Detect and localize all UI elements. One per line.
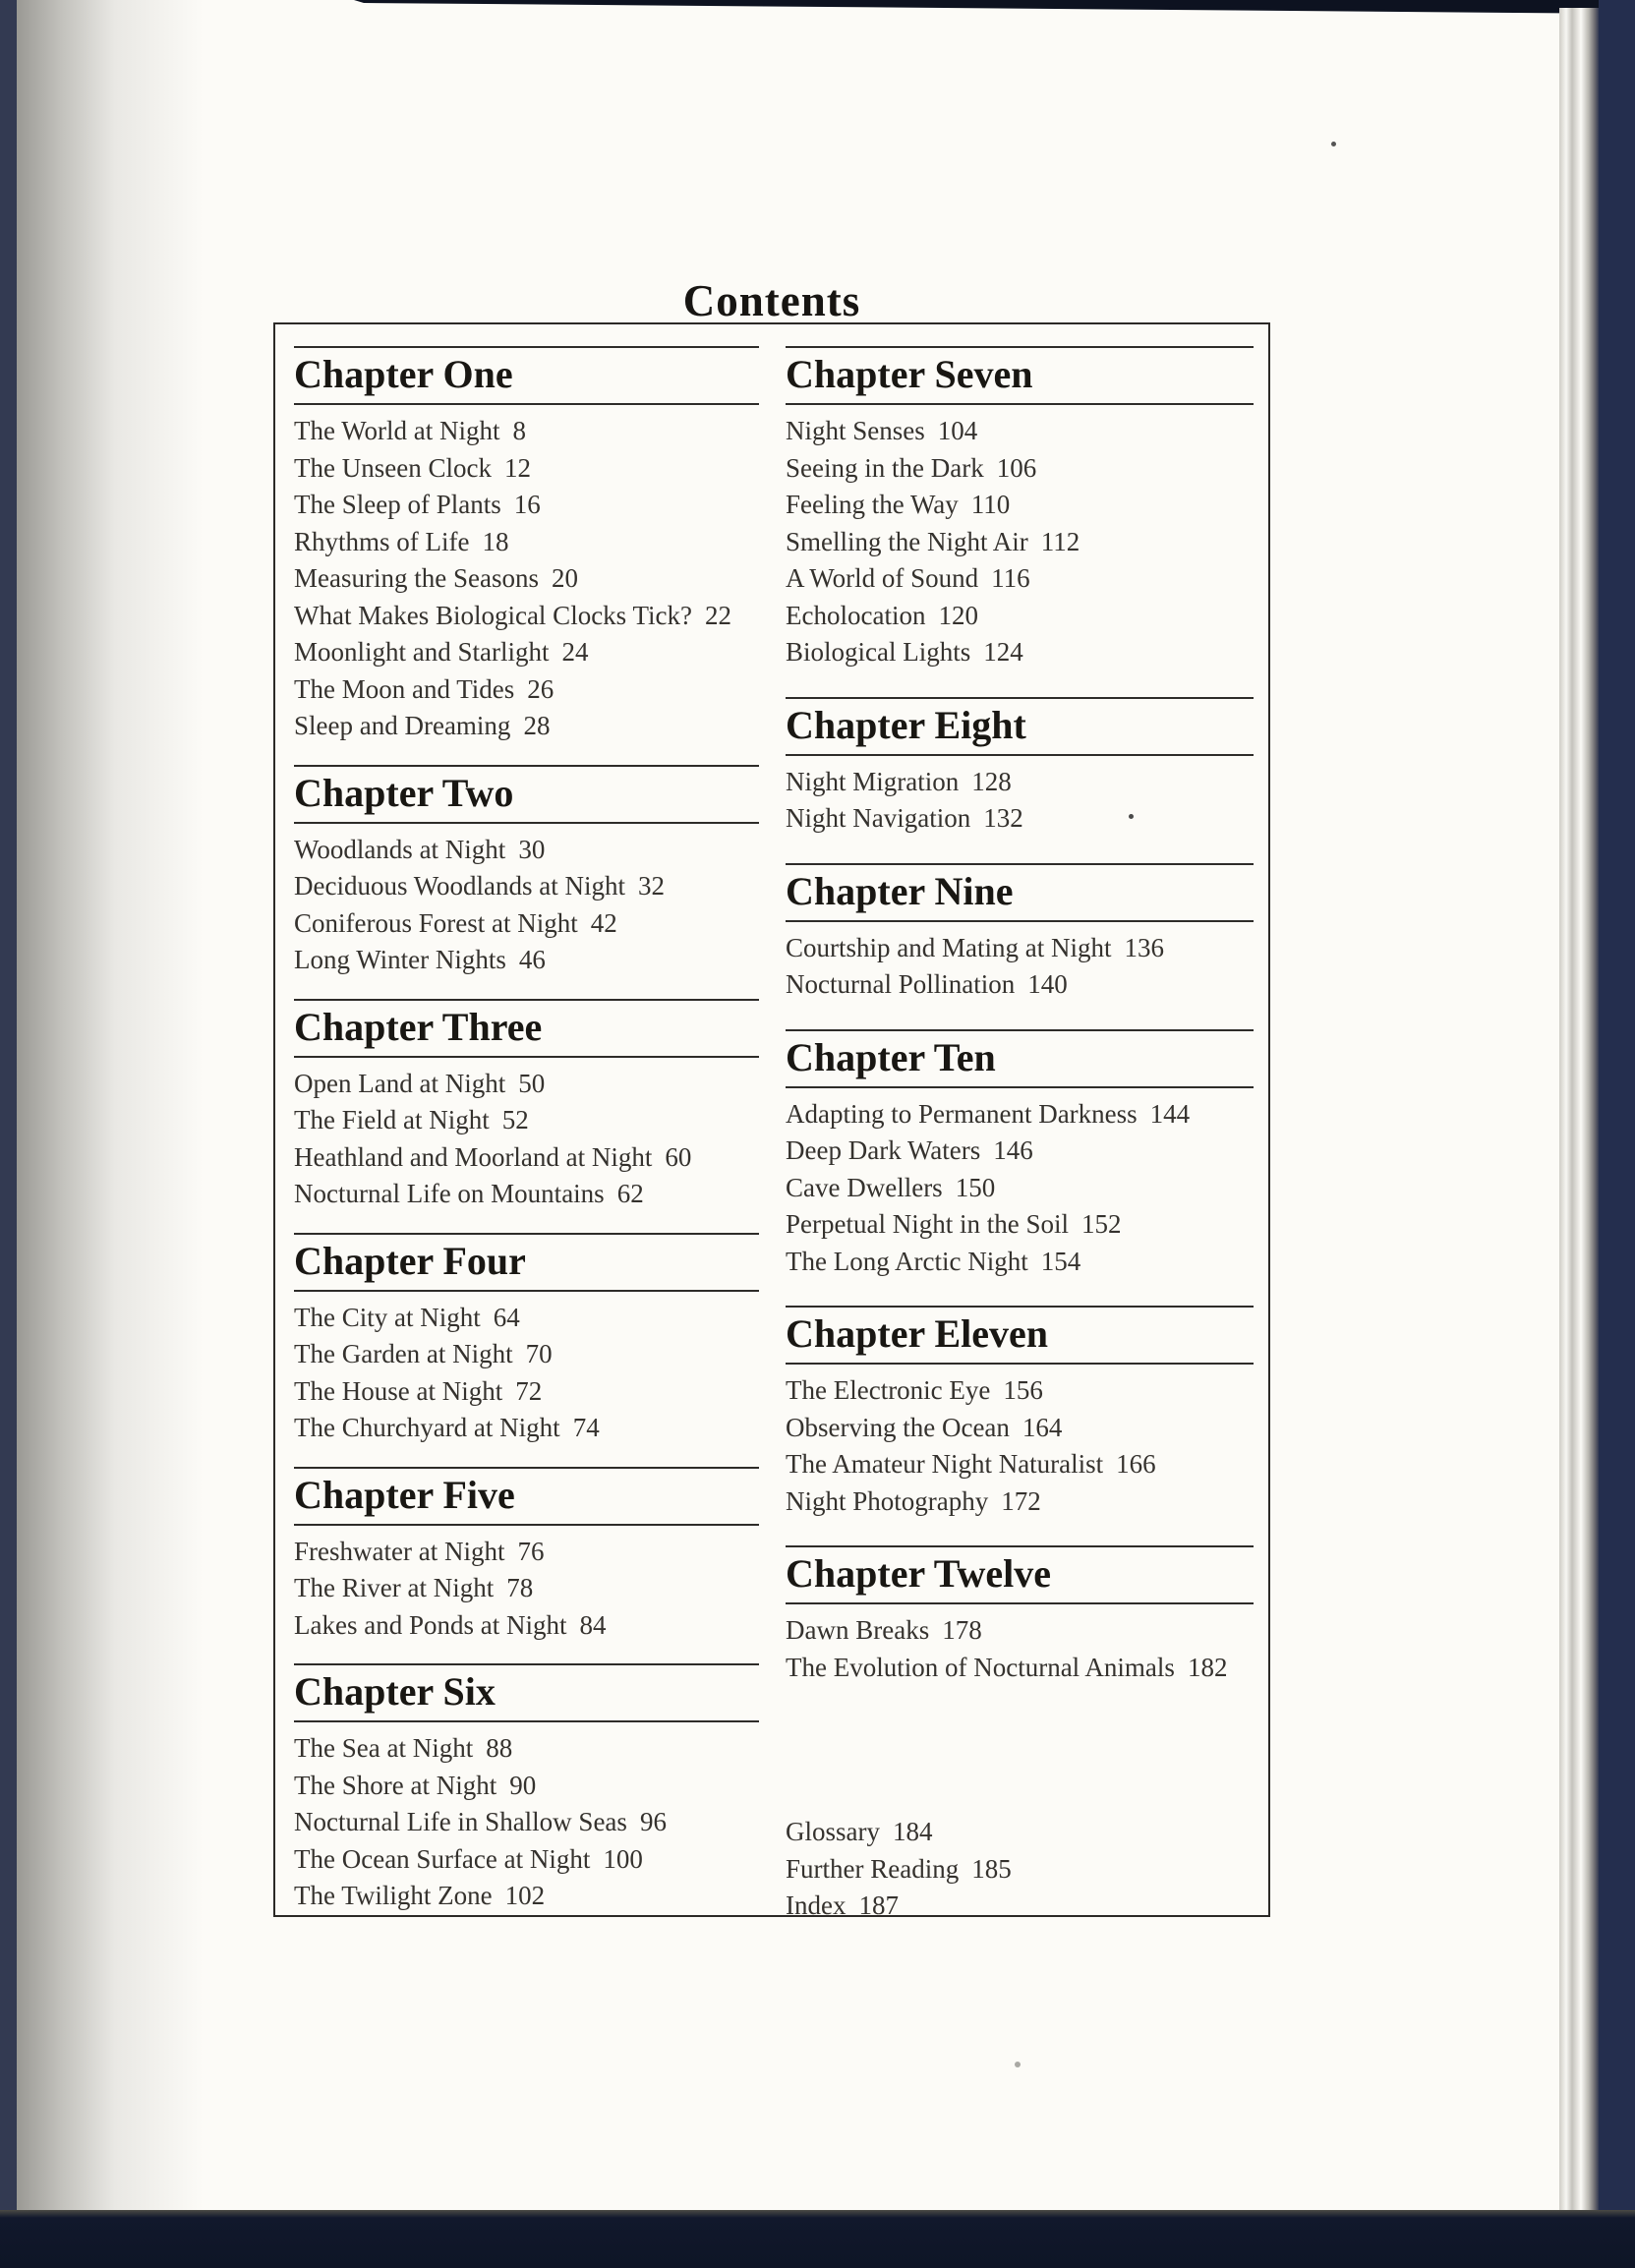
chapter-heading-rule bbox=[786, 1029, 1254, 1088]
toc-entry-title: Freshwater at Night bbox=[294, 1536, 505, 1566]
toc-entry-title: Measuring the Seasons bbox=[294, 563, 539, 593]
toc-entry bbox=[294, 1300, 759, 1337]
chapter-heading: Chapter Four bbox=[294, 1238, 526, 1283]
chapter-heading-rule bbox=[294, 1467, 759, 1526]
toc-entry bbox=[294, 413, 759, 450]
toc-entry-title: A World of Sound bbox=[786, 563, 979, 593]
toc-entry-title: The Twilight Zone bbox=[294, 1881, 493, 1910]
chapter-entries bbox=[294, 1534, 759, 1645]
chapter-heading: Chapter Two bbox=[294, 770, 514, 815]
toc-entry-title: The Sleep of Plants bbox=[294, 490, 501, 519]
chapter-heading-rule bbox=[294, 1663, 759, 1722]
toc-entry-title: Night Photography bbox=[786, 1485, 989, 1516]
toc-entry bbox=[786, 1814, 1254, 1851]
chapter-heading: Chapter Nine bbox=[786, 868, 1014, 913]
toc-entry-page: 90 bbox=[509, 1770, 537, 1800]
toc-entry bbox=[294, 708, 759, 745]
toc-entry-page: 152 bbox=[1080, 1209, 1122, 1239]
toc-section bbox=[294, 1233, 759, 1447]
toc-section bbox=[294, 999, 759, 1213]
toc-entry-page: 172 bbox=[1001, 1485, 1041, 1516]
toc-entry-page: 156 bbox=[1003, 1375, 1043, 1405]
toc-entry-page: 42 bbox=[590, 907, 617, 938]
chapter-heading-rule bbox=[786, 697, 1254, 756]
toc-entry-page: 72 bbox=[515, 1375, 543, 1406]
toc-entry bbox=[786, 1410, 1254, 1447]
chapter-entries bbox=[786, 1096, 1254, 1281]
chapter-heading: Chapter Three bbox=[294, 1004, 543, 1049]
toc-entry-page: 100 bbox=[603, 1843, 643, 1874]
toc-entry bbox=[786, 1483, 1254, 1521]
book-binding-left bbox=[0, 0, 17, 2268]
toc-entry-title: Deciduous Woodlands at Night bbox=[294, 871, 626, 901]
toc-entry-page: 154 bbox=[1040, 1246, 1081, 1276]
scan-speck bbox=[1331, 142, 1336, 146]
toc-entry-page: 12 bbox=[503, 452, 531, 483]
toc-entry-page: 116 bbox=[991, 563, 1030, 593]
toc-entry bbox=[786, 634, 1254, 671]
toc-entry bbox=[786, 1446, 1254, 1483]
toc-entry bbox=[786, 1650, 1254, 1687]
toc-entry-title: Echolocation bbox=[786, 600, 926, 630]
toc-entry bbox=[294, 1804, 759, 1841]
toc-section bbox=[294, 1467, 759, 1645]
toc-entry bbox=[786, 764, 1254, 801]
scan-speck bbox=[1015, 2062, 1021, 2067]
toc-entry-title: The Evolution of Nocturnal Animals bbox=[786, 1652, 1175, 1682]
chapter-entries bbox=[786, 1612, 1254, 1686]
chapter-entries bbox=[786, 1372, 1254, 1520]
toc-entry bbox=[294, 1139, 759, 1177]
toc-section bbox=[786, 1029, 1254, 1281]
toc-entry-title: The Sea at Night bbox=[294, 1733, 474, 1763]
toc-entry-page: 140 bbox=[1027, 969, 1068, 999]
toc-section bbox=[786, 1545, 1254, 1686]
chapter-heading-rule bbox=[786, 863, 1254, 922]
toc-entry-page: 178 bbox=[942, 1615, 982, 1645]
toc-entry bbox=[294, 671, 759, 709]
toc-entry bbox=[786, 1372, 1254, 1410]
toc-entry bbox=[294, 450, 759, 488]
toc-entry bbox=[786, 1096, 1254, 1134]
toc-entry-page: 32 bbox=[638, 871, 666, 901]
toc-entry-page: 106 bbox=[996, 452, 1037, 483]
toc-entry-page: 20 bbox=[551, 563, 578, 593]
toc-entry bbox=[294, 942, 759, 979]
toc-section bbox=[786, 697, 1254, 838]
toc-entry-page: 182 bbox=[1187, 1652, 1228, 1682]
toc-entry-page: 128 bbox=[971, 766, 1012, 796]
toc-entry-title: Biological Lights bbox=[786, 637, 971, 667]
toc-entry-page: 185 bbox=[971, 1853, 1012, 1884]
toc-section bbox=[786, 1306, 1254, 1520]
toc-entry-title: The River at Night bbox=[294, 1573, 495, 1602]
toc-entry-title: Long Winter Nights bbox=[294, 945, 506, 974]
toc-entry-page: 146 bbox=[993, 1135, 1033, 1165]
toc-entry-title: Perpetual Night in the Soil bbox=[786, 1209, 1069, 1239]
toc-entry-page: 110 bbox=[970, 490, 1011, 519]
chapter-heading-rule bbox=[294, 1233, 759, 1292]
toc-entry-title: Feeling the Way bbox=[786, 490, 959, 519]
toc-entry-title: Nocturnal Life on Mountains bbox=[294, 1179, 605, 1208]
toc-entry-page: 112 bbox=[1040, 526, 1080, 556]
toc-entry-title: The Amateur Night Naturalist bbox=[786, 1449, 1104, 1479]
chapter-entries bbox=[294, 413, 759, 745]
toc-entry-title: The Churchyard at Night bbox=[294, 1413, 560, 1442]
toc-entry-page: 104 bbox=[937, 416, 978, 445]
toc-entry-title: Night Migration bbox=[786, 766, 960, 796]
toc-entry-title: Rhythms of Life bbox=[294, 526, 470, 556]
toc-entry-title: The Field at Night bbox=[294, 1105, 490, 1134]
toc-entry-title: Courtship and Mating at Night bbox=[786, 932, 1112, 962]
toc-entry-page: 124 bbox=[983, 637, 1023, 667]
toc-entry-title: What Makes Biological Clocks Tick? bbox=[294, 600, 692, 630]
toc-entry bbox=[786, 524, 1254, 561]
chapter-heading-rule bbox=[294, 765, 759, 824]
toc-entry bbox=[786, 1888, 1254, 1925]
toc-entry bbox=[786, 1133, 1254, 1170]
toc-entry-title: Cave Dwellers bbox=[786, 1172, 943, 1202]
chapter-heading-rule bbox=[294, 999, 759, 1058]
chapter-heading: Chapter Six bbox=[294, 1669, 496, 1714]
toc-entry-title: Dawn Breaks bbox=[786, 1615, 930, 1645]
toc-entry-page: 18 bbox=[482, 526, 509, 556]
toc-entry-title: Heathland and Moorland at Night bbox=[294, 1141, 653, 1172]
toc-entry-page: 22 bbox=[704, 600, 731, 630]
toc-entry bbox=[786, 1206, 1254, 1244]
toc-entry-title: Nocturnal Pollination bbox=[786, 969, 1016, 999]
toc-entry bbox=[786, 1851, 1254, 1889]
book-cover-bottom-edge bbox=[0, 2210, 1635, 2268]
toc-entry-page: 24 bbox=[561, 637, 589, 667]
toc-entry-page: 144 bbox=[1149, 1098, 1191, 1129]
toc-entry bbox=[294, 1878, 759, 1915]
toc-entry-page: 78 bbox=[506, 1573, 534, 1602]
toc-entry-page: 52 bbox=[501, 1105, 529, 1134]
chapter-heading-rule bbox=[786, 346, 1254, 405]
page-title: Contents bbox=[682, 276, 861, 326]
toc-entry bbox=[294, 1373, 759, 1411]
toc-entry-title: The World at Night bbox=[294, 416, 500, 445]
chapter-entries bbox=[294, 1730, 759, 1915]
toc-entry bbox=[294, 1534, 759, 1571]
back-matter bbox=[786, 1814, 1254, 1925]
toc-entry bbox=[294, 1607, 759, 1645]
toc-entry-page: 64 bbox=[493, 1302, 520, 1332]
toc-entry-title: Night Senses bbox=[786, 416, 925, 445]
chapter-entries bbox=[294, 1066, 759, 1213]
toc-entry-page: 84 bbox=[579, 1609, 607, 1640]
chapter-entries bbox=[786, 413, 1254, 671]
toc-entry bbox=[294, 1102, 759, 1139]
toc-entry bbox=[294, 905, 759, 943]
toc-entry-page: 88 bbox=[486, 1733, 513, 1763]
toc-entry bbox=[294, 1176, 759, 1213]
toc-entry bbox=[294, 1410, 759, 1447]
toc-entry-title: Further Reading bbox=[786, 1853, 960, 1884]
toc-entry-title: The Long Arctic Night bbox=[786, 1246, 1028, 1276]
toc-entry-page: 136 bbox=[1124, 932, 1164, 962]
toc-entry-title: Open Land at Night bbox=[294, 1068, 506, 1098]
toc-entry-title: Observing the Ocean bbox=[786, 1412, 1010, 1442]
toc-entry bbox=[786, 450, 1254, 488]
toc-entry-page: 164 bbox=[1022, 1412, 1063, 1442]
toc-entry-page: 16 bbox=[513, 490, 541, 519]
toc-section bbox=[294, 765, 759, 979]
toc-entry-title: The City at Night bbox=[294, 1302, 481, 1332]
toc-entry-page: 60 bbox=[665, 1141, 692, 1172]
chapter-heading: Chapter Five bbox=[294, 1472, 515, 1517]
chapter-entries bbox=[294, 1300, 759, 1447]
toc-entry-page: 74 bbox=[572, 1413, 600, 1442]
toc-entry bbox=[786, 800, 1254, 838]
chapter-entries bbox=[786, 930, 1254, 1004]
toc-column-right bbox=[786, 346, 1254, 1925]
chapter-heading: Chapter Ten bbox=[786, 1034, 996, 1079]
toc-entry bbox=[786, 930, 1254, 967]
toc-entry bbox=[294, 1336, 759, 1373]
toc-entry bbox=[786, 487, 1254, 524]
toc-entry-title: The Moon and Tides bbox=[294, 673, 515, 704]
page-gutter-shading bbox=[17, 0, 213, 2268]
toc-entry-page: 46 bbox=[518, 945, 546, 974]
toc-entry-title: The Shore at Night bbox=[294, 1770, 497, 1800]
page-edge-stack bbox=[1559, 8, 1599, 2268]
toc-entry-page: 166 bbox=[1116, 1449, 1156, 1479]
toc-entry-page: 8 bbox=[512, 416, 527, 445]
toc-entry-title: Woodlands at Night bbox=[294, 834, 506, 864]
toc-entry-title: Glossary bbox=[786, 1817, 880, 1846]
toc-section bbox=[786, 346, 1254, 671]
chapter-heading: Chapter Twelve bbox=[786, 1551, 1051, 1596]
toc-entry-title: Seeing in the Dark bbox=[786, 452, 984, 483]
toc-entry bbox=[294, 868, 759, 905]
toc-entry bbox=[294, 1066, 759, 1103]
toc-entry-page: 132 bbox=[983, 803, 1023, 833]
toc-entry bbox=[786, 1244, 1254, 1281]
toc-entry bbox=[294, 524, 759, 561]
toc-entry bbox=[294, 487, 759, 524]
toc-entry-title: Coniferous Forest at Night bbox=[294, 907, 578, 938]
toc-entry bbox=[294, 560, 759, 598]
toc-entry-title: Night Navigation bbox=[786, 803, 971, 833]
toc-entry-title: The Ocean Surface at Night bbox=[294, 1843, 591, 1874]
chapter-heading: Chapter Eight bbox=[786, 702, 1026, 747]
toc-entry bbox=[294, 832, 759, 869]
book-cover-right bbox=[1599, 0, 1635, 2268]
toc-column-left bbox=[294, 346, 759, 1935]
toc-entry bbox=[786, 1612, 1254, 1650]
toc-entry-title: Moonlight and Starlight bbox=[294, 637, 550, 667]
toc-entry-title: Index bbox=[786, 1890, 847, 1920]
toc-entry-page: 96 bbox=[639, 1807, 667, 1836]
toc-entry-title: The House at Night bbox=[294, 1375, 503, 1406]
toc-entry-page: 76 bbox=[517, 1536, 545, 1566]
toc-entry bbox=[786, 560, 1254, 598]
toc-entry bbox=[786, 413, 1254, 450]
toc-entry-title: Lakes and Ponds at Night bbox=[294, 1609, 567, 1640]
book-cover-top-edge bbox=[0, 0, 1635, 14]
toc-entry-page: 150 bbox=[955, 1172, 996, 1202]
toc-entry-title: Adapting to Permanent Darkness bbox=[786, 1098, 1138, 1129]
chapter-heading-rule bbox=[294, 346, 759, 405]
toc-section bbox=[294, 346, 759, 745]
toc-entry-page: 62 bbox=[616, 1179, 644, 1208]
toc-entry bbox=[294, 634, 759, 671]
chapter-heading: Chapter Seven bbox=[786, 352, 1033, 396]
contents-box bbox=[273, 322, 1270, 1920]
toc-entry bbox=[294, 1768, 759, 1805]
toc-entry-page: 50 bbox=[518, 1068, 546, 1098]
toc-entry-page: 120 bbox=[938, 600, 978, 630]
toc-entry-page: 26 bbox=[527, 673, 555, 704]
toc-entry-title: Smelling the Night Air bbox=[786, 526, 1028, 556]
toc-entry-title: Sleep and Dreaming bbox=[294, 711, 511, 740]
toc-entry-page: 102 bbox=[504, 1881, 546, 1910]
toc-entry-title: Deep Dark Waters bbox=[786, 1135, 981, 1165]
toc-entry-title: The Electronic Eye bbox=[786, 1375, 991, 1405]
chapter-heading-rule bbox=[786, 1306, 1254, 1365]
toc-section bbox=[294, 1663, 759, 1915]
toc-entry-title: The Garden at Night bbox=[294, 1339, 513, 1368]
chapter-heading: Chapter One bbox=[294, 352, 513, 396]
toc-entry-page: 28 bbox=[523, 711, 551, 740]
toc-entry-page: 184 bbox=[893, 1817, 933, 1846]
chapter-heading: Chapter Eleven bbox=[786, 1311, 1049, 1356]
toc-section bbox=[786, 863, 1254, 1004]
chapter-entries bbox=[786, 764, 1254, 838]
toc-entry-page: 70 bbox=[525, 1339, 553, 1368]
toc-entry bbox=[294, 598, 759, 635]
toc-entry-page: 30 bbox=[518, 834, 546, 864]
toc-entry-title: Nocturnal Life in Shallow Seas bbox=[294, 1807, 627, 1836]
toc-entry bbox=[294, 1730, 759, 1768]
chapter-heading-rule bbox=[786, 1545, 1254, 1604]
toc-entry bbox=[786, 966, 1254, 1004]
toc-entry bbox=[786, 598, 1254, 635]
toc-entry bbox=[294, 1570, 759, 1607]
chapter-entries bbox=[294, 832, 759, 979]
toc-entry-page: 187 bbox=[858, 1890, 899, 1920]
toc-entry bbox=[294, 1841, 759, 1879]
toc-entry bbox=[786, 1170, 1254, 1207]
toc-entry-title: The Unseen Clock bbox=[294, 452, 492, 483]
